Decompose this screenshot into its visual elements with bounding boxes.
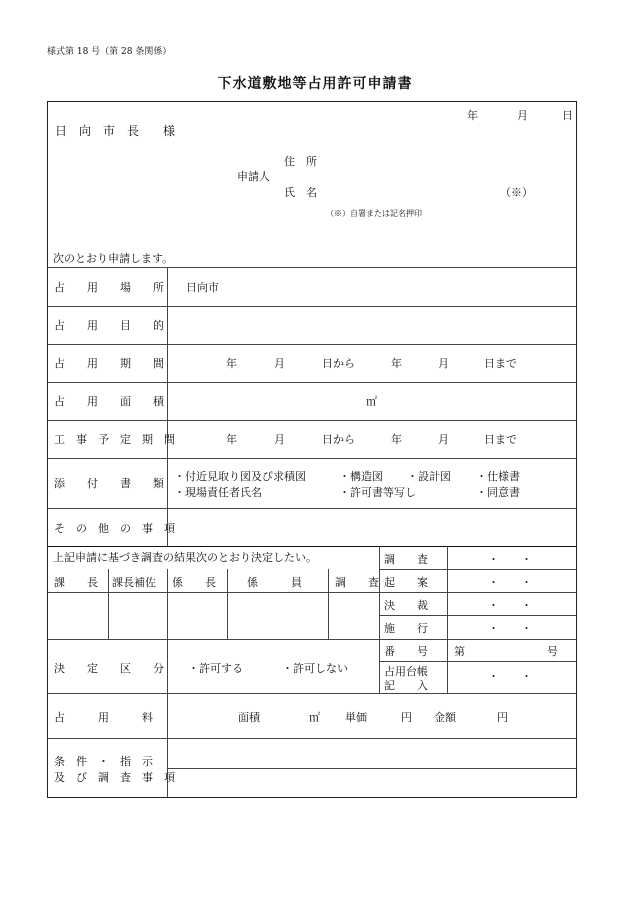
conditions-label: 及 び 調 査 事 項 — [54, 771, 175, 784]
attachment-item: ・設計図 — [407, 470, 451, 483]
seal-mark: （※） — [500, 186, 533, 199]
construction-month-1: 月 — [274, 433, 285, 446]
period-year-2: 年 — [391, 357, 402, 370]
addressee: 日 向 市 長 様 — [55, 124, 176, 138]
period-month-1: 月 — [274, 357, 285, 370]
area-unit: ㎡ — [366, 395, 377, 408]
decision-label: 決 定 区 分 — [54, 662, 164, 675]
rule — [379, 592, 576, 593]
fee-label: 占 用 料 — [54, 711, 153, 724]
construction-year-1: 年 — [226, 433, 237, 446]
period-month-2: 月 — [438, 357, 449, 370]
attachments-label: 添 付 書 類 — [54, 477, 164, 490]
stamp-header: 課長補佐 — [112, 576, 156, 589]
rule — [328, 569, 329, 639]
fee-total-label: 金額 — [434, 711, 456, 724]
rule — [379, 615, 576, 616]
process-label: 施 行 — [384, 622, 428, 635]
number-suffix: 号 — [547, 645, 558, 658]
permit-option: ・許可する — [188, 662, 243, 675]
form-number: 様式第 18 号（第 28 条関係） — [47, 47, 172, 57]
rule — [48, 458, 576, 459]
rule — [167, 768, 576, 769]
ledger-label: 占用台帳 — [384, 665, 428, 678]
period-label: 占 用 期 間 — [54, 357, 164, 370]
decision-note: 上記申請に基づき調査の結果次のとおり決定したい。 — [53, 551, 317, 564]
attachment-item: ・仕様書 — [476, 470, 520, 483]
attachment-item: ・同意書 — [476, 486, 520, 499]
period-day-2: 日まで — [484, 357, 517, 370]
rule — [48, 267, 576, 268]
place-value: 日向市 — [186, 281, 219, 294]
rule — [48, 592, 379, 593]
rule — [48, 508, 576, 509]
rule — [227, 569, 228, 639]
rule — [167, 267, 168, 546]
construction-year-2: 年 — [391, 433, 402, 446]
number-label: 番 号 — [384, 645, 428, 658]
construction-day-1: 日から — [322, 433, 355, 446]
process-date-dots: ・ ・ — [488, 553, 532, 566]
fee-yen-label: 円 — [401, 711, 412, 724]
rule — [48, 420, 576, 421]
fee-yen-label: 円 — [497, 711, 508, 724]
process-date-dots: ・ ・ — [488, 622, 532, 635]
attachment-item: ・付近見取り図及び求積図 — [174, 470, 306, 483]
stamp-header: 調 査 — [335, 576, 379, 589]
rule — [48, 546, 576, 547]
date-year-label: 年 — [467, 109, 478, 122]
rule — [167, 569, 168, 639]
construction-day-2: 日まで — [484, 433, 517, 446]
attachment-item: ・構造図 — [339, 470, 383, 483]
fee-area-unit: ㎡ — [309, 711, 320, 724]
document-title: 下水道敷地等占用許可申請書 — [217, 76, 413, 92]
area-label: 占 用 面 積 — [54, 395, 164, 408]
rule — [379, 661, 576, 662]
construction-label: 工 事 予 定 期 間 — [54, 433, 175, 446]
stamp-header: 課 長 — [54, 576, 98, 589]
rule — [379, 546, 380, 693]
process-date-dots: ・ ・ — [488, 576, 532, 589]
number-prefix: 第 — [454, 645, 465, 658]
stamp-header: 係 長 — [172, 576, 216, 589]
place-label: 占 用 場 所 — [54, 281, 164, 294]
ledger-label: 記 入 — [384, 679, 428, 692]
period-day-1: 日から — [322, 357, 355, 370]
deny-option: ・許可しない — [282, 662, 348, 675]
application-form — [47, 101, 577, 798]
intro-text: 次のとおり申請します。 — [53, 252, 174, 265]
process-label: 決 裁 — [384, 599, 428, 612]
other-label: そ の 他 の 事 項 — [54, 522, 175, 535]
attachment-item: ・現場責任者氏名 — [174, 486, 262, 499]
rule — [108, 569, 109, 639]
date-month-label: 月 — [517, 109, 528, 122]
stamp-header: 係 員 — [247, 576, 302, 589]
seal-note: （※）自署または記名押印 — [326, 209, 422, 218]
process-label: 調 査 — [384, 553, 428, 566]
rule — [48, 382, 576, 383]
rule — [447, 546, 448, 693]
rule — [379, 569, 576, 570]
rule — [48, 738, 576, 739]
rule — [48, 639, 576, 640]
name-label: 氏 名 — [284, 186, 317, 199]
attachment-item: ・許可書等写し — [339, 486, 416, 499]
conditions-label: 条 件 ・ 指 示 — [54, 755, 153, 768]
address-label: 住 所 — [284, 155, 317, 168]
rule — [48, 306, 576, 307]
ledger-date-dots: ・ ・ — [488, 670, 532, 683]
rule — [48, 344, 576, 345]
purpose-label: 占 用 目 的 — [54, 319, 164, 332]
date-day-label: 日 — [562, 109, 573, 122]
process-date-dots: ・ ・ — [488, 599, 532, 612]
fee-unit-price-label: 単価 — [345, 711, 367, 724]
process-label: 起 案 — [384, 576, 428, 589]
fee-area-label: 面積 — [238, 711, 260, 724]
period-year-1: 年 — [226, 357, 237, 370]
applicant-label: 申請人 — [237, 170, 270, 183]
construction-month-2: 月 — [438, 433, 449, 446]
rule — [48, 693, 576, 694]
